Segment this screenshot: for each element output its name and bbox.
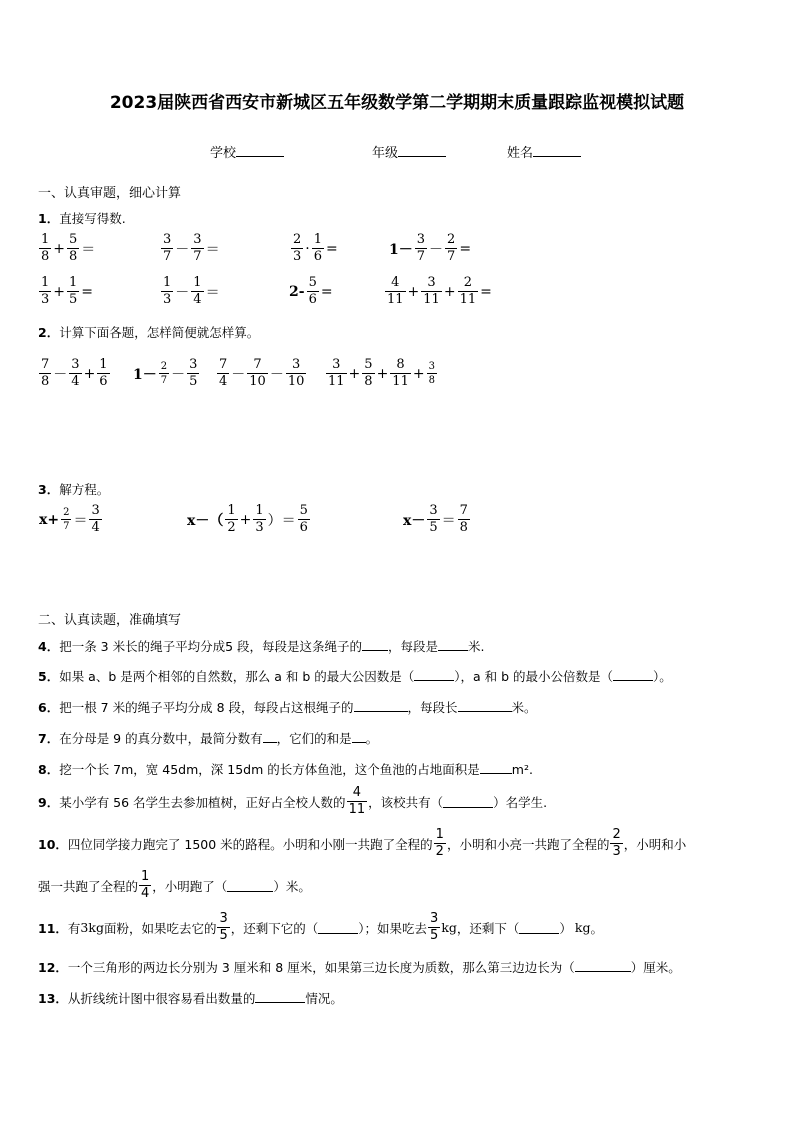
question-10: 10． 四位同学接力跑完了 1500 米的路程。小明和小刚一共跑了全程的 $\frac{1}{2}$ ，小明和小亮一共跑了全程的 $\frac{2}{3}$ ，小明和小 (38, 827, 687, 859)
question-7: 7．在分母是 9 的真分数中，最简分数有 ，它们的和是 。 (38, 731, 379, 746)
q1-item-6: $\frac{1}{3}$ － $\frac{1}{4}$ ＝ (163, 275, 220, 307)
question-6: 6．把一根 7 米的绳子平均分成 8 段，每段占这根绳子的 ，每段长 米。 (38, 700, 537, 715)
question-8: 8．挖一个长 7m，宽 45dm，深 15dm 的长方体鱼池，这个鱼池的占地面积是 m². (38, 762, 533, 777)
question-4: 4．把一条 3 米长的绳子平均分成5 段，每段是这条绳子的 ，每段是 米. (38, 639, 485, 654)
q1-item-2: $\frac{3}{7}$ － $\frac{3}{7}$ ＝ (163, 232, 220, 264)
q1-item-7: 2- $\frac{5}{6}$ = (289, 275, 333, 307)
q2-item-3: $\frac{7}{4}$ － $\frac{7}{10}$ － $\frac{3}{10}$ (219, 357, 305, 389)
q1-item-5: $\frac{1}{3}$ + $\frac{1}{5}$ = (41, 275, 94, 307)
page-title: 2023届陕西省西安市新城区五年级数学第二学期期末质量跟踪监视模拟试题 (109, 93, 685, 113)
question-12: 12．一个三角形的两边长分别为 3 厘米和 8 厘米，如果第三边长度为质数，那么第三边边长为（ ）厘米。 (38, 960, 681, 975)
question-10-cont: 强一共跑了全程的 $\frac{1}{4}$ ，小明跑了（ ）米。 (38, 869, 311, 901)
q1-item-1: $\frac{1}{8}$ + $\frac{5}{8}$ ＝ (41, 232, 96, 264)
q2-item-2: 1－ $\frac{2}{7}$ － $\frac{3}{5}$ (133, 357, 198, 389)
name-field: 姓名 (507, 142, 581, 161)
question-1: 1．直接写得数. (38, 211, 126, 226)
question-9: 9． 某小学有 56 名学生去参加植树，正好占全校人数的 $\frac{4}{11}$ ，该校共有（ ）名学生. (38, 785, 548, 817)
question-5: 5．如果 a、b 是两个相邻的自然数，那么 a 和 b 的最大公因数是（ ），a 和 b 的最小公倍数是（ ）。 (38, 669, 672, 684)
q1-item-3: $\frac{2}{3}$ · $\frac{1}{6}$ = (293, 232, 338, 264)
section-1-heading: 一、认真审题，细心计算 (38, 186, 182, 201)
q2-item-1: $\frac{7}{8}$ － $\frac{3}{4}$ + $\frac{1}{6}$ (41, 357, 108, 389)
q2-item-4: $\frac{3}{11}$ + $\frac{5}{8}$ + $\frac{8}{11}$ + $\frac{3}{8}$ (328, 357, 435, 389)
question-13: 13．从折线统计图中很容易看出数量的 情况。 (38, 991, 343, 1006)
q3-eq-1: x+ $\frac{2}{7}$ ＝ $\frac{3}{4}$ (39, 503, 100, 535)
q3-eq-2: x－（ $\frac{1}{2}$ + $\frac{1}{3}$ ）＝ $\frac{5}{6}$ (187, 503, 308, 535)
section-2-heading: 二、认真读题，准确填写 (38, 613, 182, 628)
question-2: 2．计算下面各题，怎样简便就怎样算。 (38, 325, 260, 340)
grade-field: 年级 (372, 142, 446, 161)
question-3: 3．解方程。 (38, 482, 110, 497)
q3-eq-3: x－ $\frac{3}{5}$ ＝ $\frac{7}{8}$ (403, 503, 468, 535)
q1-item-8: $\frac{4}{11}$ + $\frac{3}{11}$ + $\frac{2}{11}$ = (387, 275, 492, 307)
school-field: 学校 (210, 142, 284, 161)
question-11: 11． 有 3kg 面粉，如果吃去它的 $\frac{3}{5}$ ，还剩下它的（ ）；如果吃去 $\frac{3}{5}$ kg ，还剩下（ ） kg 。 (38, 911, 604, 943)
q1-item-4: 1－ $\frac{3}{7}$ － $\frac{2}{7}$ = (389, 232, 472, 264)
